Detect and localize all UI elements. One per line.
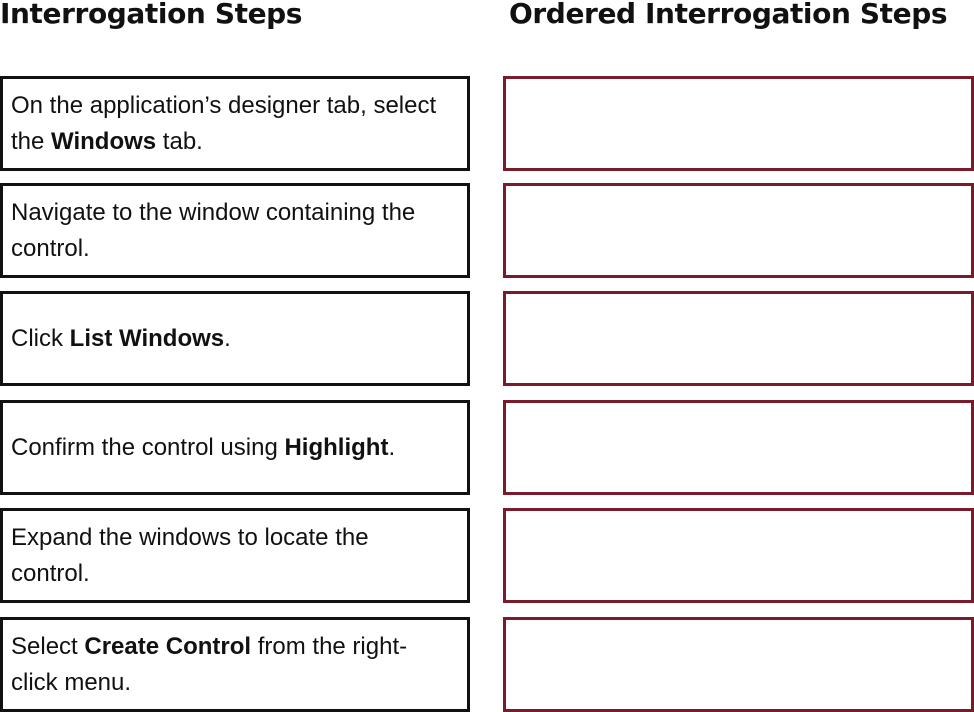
ordered-step-slot-3[interactable] (503, 291, 974, 386)
step-card-text: Click List Windows. (11, 324, 231, 352)
step-card[interactable] (0, 291, 470, 386)
interrogation-steps-heading: Interrogation Steps (0, 0, 303, 30)
step-card-text: Confirm the control using Highlight. (11, 433, 396, 461)
ordered-step-slot-2[interactable] (503, 183, 974, 278)
step-card-text: On the application’s designer tab, select the Windows tab. (11, 91, 437, 155)
step-card-text: Select Create Control from the right-click menu. (11, 632, 408, 696)
step-card[interactable] (0, 400, 470, 495)
ordered-step-slot-1[interactable] (503, 76, 974, 171)
step-card-text: Expand the windows to locate the control. (11, 523, 369, 587)
step-card[interactable] (0, 508, 470, 603)
step-card-text: Navigate to the window containing the control. (11, 198, 416, 262)
ordered-interrogation-steps-heading: Ordered Interrogation Steps (509, 0, 948, 30)
ordered-step-slot-5[interactable] (503, 508, 974, 603)
ordered-step-slot-4[interactable] (503, 400, 974, 495)
step-card[interactable] (0, 76, 470, 171)
ordered-step-slot-6[interactable] (503, 617, 974, 712)
step-card[interactable] (0, 617, 470, 712)
step-card[interactable] (0, 183, 470, 278)
